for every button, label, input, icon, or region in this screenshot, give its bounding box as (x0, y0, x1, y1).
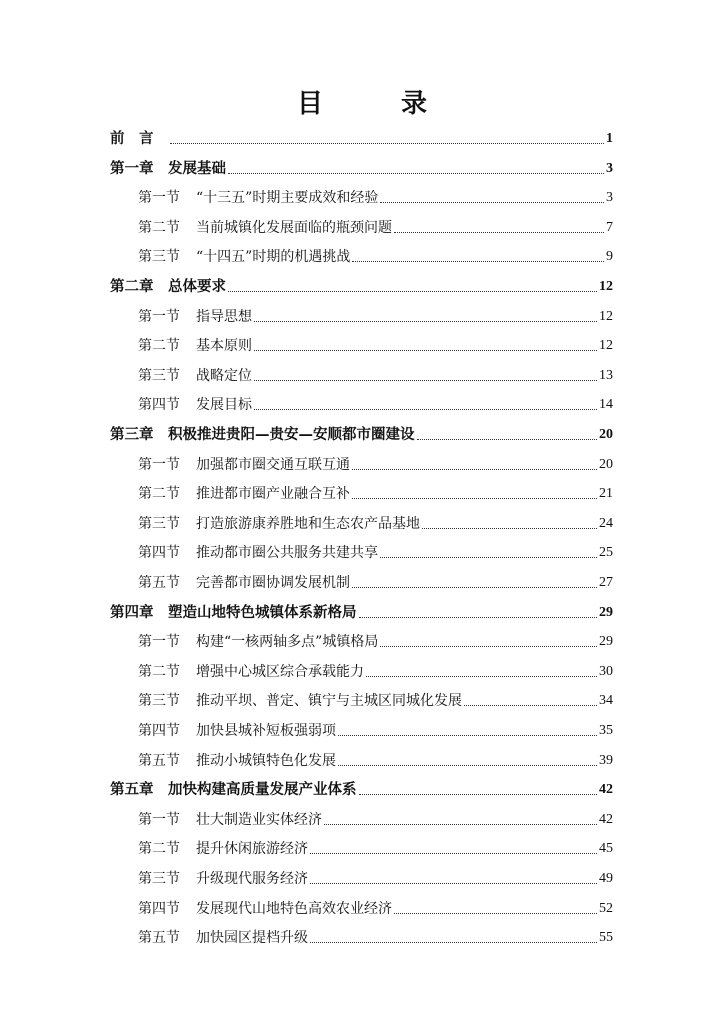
toc-page-number: 21 (599, 486, 613, 502)
toc-page-number: 14 (599, 397, 613, 413)
toc-entry-number: 第二节 (138, 486, 180, 503)
toc-entry-title: 加快县城补短板强弱项 (196, 723, 336, 739)
toc-entry-title: 总体要求 (168, 279, 226, 295)
toc-leader-dots (352, 260, 604, 262)
toc-entry-title: 塑造山地特色城镇体系新格局 (168, 604, 357, 621)
toc-entry-number: 第四节 (138, 900, 180, 917)
toc-leader-dots (254, 349, 597, 351)
toc-page-number: 25 (599, 545, 613, 561)
toc-entry-title: 积极推进贵阳—贵安—安顺都市圈建设 (168, 427, 415, 443)
toc-entry-title: 增强中心城区综合承载能力 (196, 663, 364, 680)
toc-leader-dots (394, 231, 604, 233)
toc-leader-dots (359, 616, 598, 618)
toc-entry-title: 加快园区提档升级 (196, 930, 308, 947)
toc-page-number: 42 (599, 782, 613, 798)
toc-entry-number: 第三节 (138, 871, 180, 887)
toc-section-entry[interactable] (138, 621, 613, 651)
toc-entry-number: 第四章 (110, 604, 154, 621)
toc-leader-dots (310, 882, 597, 884)
toc-entry-title: 推动平坝、普定、镇宁与主城区同城化发展 (196, 693, 462, 710)
toc-leader-dots (228, 290, 597, 292)
toc-page-number: 55 (599, 930, 613, 946)
toc-leader-dots (254, 379, 597, 381)
toc-leader-dots (422, 527, 597, 529)
toc-page-number: 24 (599, 515, 613, 531)
toc-leader-dots (338, 764, 597, 766)
toc-leader-dots (380, 201, 604, 203)
toc-entry-title: 当前城镇化发展面临的瓶颈问题 (196, 219, 392, 236)
toc-section-entry[interactable] (138, 888, 613, 918)
toc-entry-title: 完善都市圈协调发展机制 (196, 575, 350, 591)
toc-page-number: 39 (599, 752, 613, 768)
toc-entry-title: 加快构建高质量发展产业体系 (168, 782, 357, 799)
toc-entry-number: 第三节 (138, 693, 180, 710)
toc-entry-number: 第二节 (138, 663, 180, 680)
toc-entry-number: 第四节 (138, 397, 180, 414)
toc-section-entry[interactable] (138, 799, 613, 829)
toc-entry-number: 第二节 (138, 219, 180, 236)
toc-section-entry[interactable] (138, 444, 613, 474)
toc-leader-dots (338, 734, 597, 736)
toc-chapter-entry[interactable] (110, 266, 613, 296)
toc-entry-title: 推动都市圈公共服务共建共享 (196, 545, 378, 562)
toc-leader-dots (464, 704, 597, 706)
toc-title: 目 录 (296, 89, 453, 119)
toc-entry-title: 升级现代服务经济 (196, 871, 308, 887)
toc-page-number: 30 (599, 663, 613, 679)
toc-chapter-entry[interactable] (110, 148, 613, 178)
toc-leader-dots (380, 645, 597, 647)
toc-section-entry[interactable] (138, 710, 613, 740)
toc-entry-number: 第五节 (138, 930, 180, 947)
toc-section-entry[interactable] (138, 680, 613, 710)
toc-leader-dots (380, 556, 597, 558)
toc-entry-number: 第一章 (110, 160, 154, 177)
toc-entry-number: 第四节 (138, 723, 180, 739)
toc-page-number: 1 (606, 131, 613, 146)
toc-page-number: 42 (599, 811, 613, 827)
toc-entry-title: 推进都市圈产业融合互补 (196, 486, 350, 503)
toc-entry-number: 第四节 (138, 545, 180, 562)
toc-leader-dots (254, 408, 597, 410)
toc-section-entry[interactable] (138, 532, 613, 562)
toc-entry-number: 第三章 (110, 427, 154, 443)
toc-entry-title: “十四五”时期的机遇挑战 (196, 249, 351, 266)
toc-entry-title: 发展现代山地特色高效农业经济 (196, 900, 392, 917)
toc-section-entry[interactable] (138, 858, 613, 888)
toc-leader-dots (359, 793, 598, 795)
toc-leader-dots (170, 142, 604, 144)
toc-leader-dots (310, 852, 597, 854)
toc-chapter-entry[interactable] (110, 118, 613, 148)
toc-leader-dots (310, 941, 597, 943)
toc-leader-dots (394, 912, 597, 914)
toc-entry-title: 提升休闲旅游经济 (196, 841, 308, 858)
toc-entry-title: 战略定位 (196, 367, 252, 384)
toc-section-entry[interactable] (138, 355, 613, 385)
toc-entry-number: 第三节 (138, 515, 180, 532)
toc-entry-number: 第五章 (110, 782, 154, 799)
toc-leader-dots (352, 497, 597, 499)
toc-entry-number: 前 言 (110, 131, 154, 147)
toc-entry-number: 第三节 (138, 249, 180, 266)
toc-section-entry[interactable] (138, 296, 613, 326)
toc-page-number: 3 (606, 190, 613, 206)
toc-entry-title: 壮大制造业实体经济 (196, 811, 322, 828)
toc-section-entry[interactable] (138, 740, 613, 770)
toc-page-number: 20 (599, 427, 613, 442)
toc-section-entry[interactable] (138, 917, 613, 947)
toc-section-entry[interactable] (138, 236, 613, 266)
toc-chapter-entry[interactable] (110, 769, 613, 799)
toc-page-number: 12 (599, 338, 613, 354)
toc-section-entry[interactable] (138, 562, 613, 592)
toc-page-number: 20 (599, 456, 613, 472)
toc-page-number: 12 (599, 308, 613, 324)
toc-entry-number: 第一节 (138, 811, 180, 828)
toc-page-number: 3 (606, 160, 613, 176)
toc-entry-title: “十三五”时期主要成效和经验 (196, 190, 379, 207)
toc-page-number: 35 (599, 723, 613, 738)
toc-page-number: 12 (599, 279, 613, 294)
toc-page-number: 52 (599, 900, 613, 916)
toc-entry-title: 指导思想 (196, 308, 252, 325)
toc-section-entry[interactable] (138, 207, 613, 237)
toc-leader-dots (352, 586, 597, 588)
toc-entry-title: 基本原则 (196, 338, 252, 355)
toc-page-number: 9 (606, 249, 613, 265)
toc-entry-number: 第一节 (138, 308, 180, 325)
toc-entry-number: 第二节 (138, 338, 180, 355)
toc-page-number: 34 (599, 693, 613, 709)
toc-entry-number: 第二章 (110, 279, 154, 295)
toc-entry-number: 第五节 (138, 752, 180, 769)
toc-entry-number: 第一节 (138, 456, 180, 473)
toc-section-entry[interactable] (138, 651, 613, 681)
toc-entry-title: 推动小城镇特色化发展 (196, 752, 336, 769)
toc-entry-number: 第一节 (138, 634, 180, 651)
toc-page-number: 7 (606, 219, 613, 235)
toc-entry-title: 加强都市圈交通互联互通 (196, 456, 350, 473)
toc-page-number: 49 (599, 871, 613, 886)
toc-leader-dots (352, 468, 597, 470)
toc-section-entry[interactable] (138, 503, 613, 533)
toc-leader-dots (254, 320, 597, 322)
toc-section-entry[interactable] (138, 177, 613, 207)
toc-entry-number: 第二节 (138, 841, 180, 858)
toc-entry-title: 发展目标 (196, 397, 252, 414)
toc-page-number: 13 (599, 367, 613, 383)
toc-leader-dots (324, 823, 597, 825)
toc-chapter-entry[interactable] (110, 414, 613, 444)
toc-chapter-entry[interactable] (110, 592, 613, 622)
toc-leader-dots (417, 438, 598, 440)
toc-entry-number: 第三节 (138, 367, 180, 384)
toc-entry-title: 构建“一核两轴多点”城镇格局 (196, 634, 379, 651)
toc-page-number: 29 (599, 604, 613, 620)
toc-entry-title: 发展基础 (168, 160, 226, 177)
toc-entry-number: 第一节 (138, 190, 180, 207)
toc-page-number: 27 (599, 575, 613, 590)
toc-entry-title: 打造旅游康养胜地和生态农产品基地 (196, 515, 420, 532)
toc-section-entry[interactable] (138, 473, 613, 503)
toc-section-entry[interactable] (138, 828, 613, 858)
toc-section-entry[interactable] (138, 384, 613, 414)
toc-leader-dots (366, 675, 597, 677)
toc-page-number: 45 (599, 841, 613, 857)
toc-leader-dots (228, 172, 604, 174)
toc-section-entry[interactable] (138, 325, 613, 355)
toc-entry-number: 第五节 (138, 575, 180, 591)
toc-page-number: 29 (599, 634, 613, 650)
